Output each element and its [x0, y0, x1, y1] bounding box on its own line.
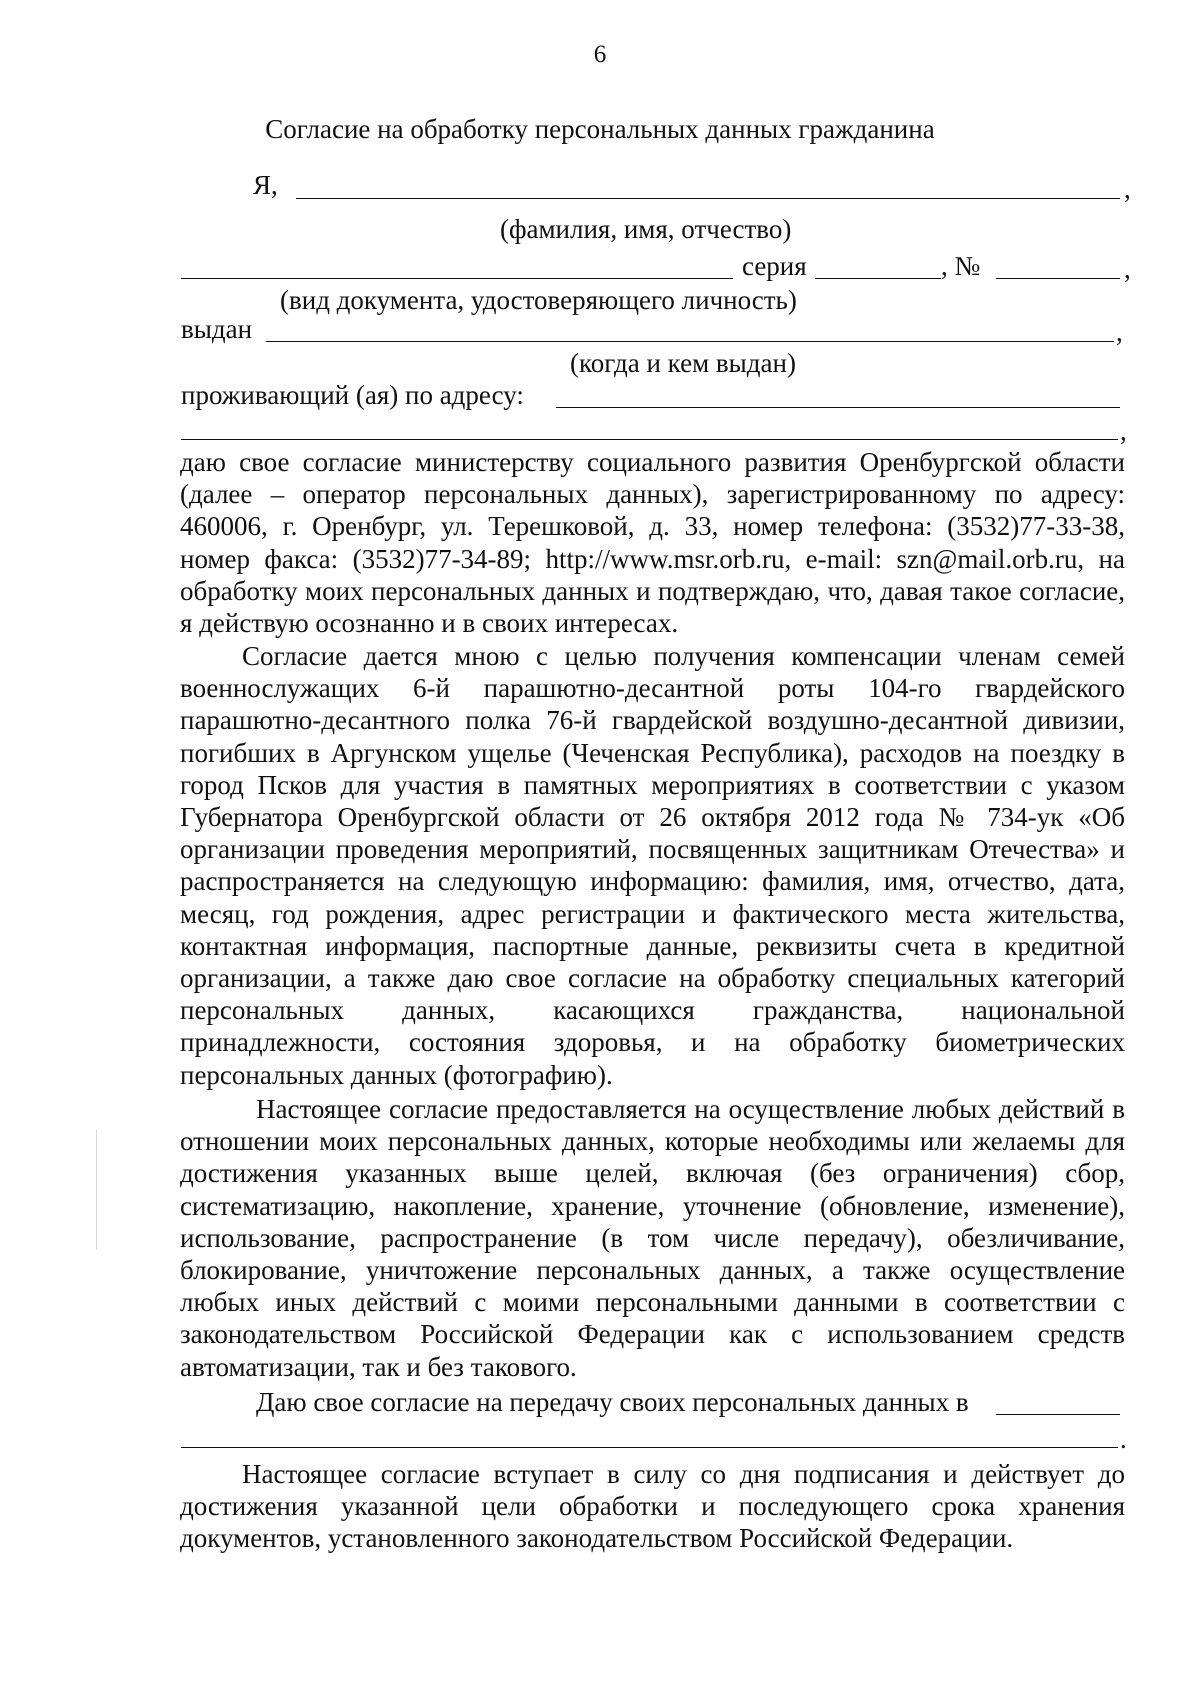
document-type-caption: (вид документа, удостоверяющего личность)	[280, 285, 797, 315]
consent-operator-paragraph: даю свое согласие министерству социального развития Оренбургской области (далее – оператор персональных данных), зарегистрированному по адресу: 460006, г. Оренбург, ул. Терешковой, д. 33, номер телефона: (3532)77-33-38, номер факса: (3532)77-34-89; http://www.msr.orb.ru, e-mail: szn@mail.orb.ru, на обработку моих персональных данных и подтверждаю, что, давая такое согласие, я действую осознанно и в своих интересах.	[180, 447, 1125, 639]
number-label: , №	[941, 251, 981, 281]
address-label: проживающий (ая) по адресу:	[181, 380, 524, 410]
address-field-line-1[interactable]	[556, 407, 1120, 408]
purpose-paragraph: Согласие дается мною с целью получения компенсации членам семей военнослужащих 6-й парашютно-десантной роты 104-го гвардейского парашютно-десантного полка 76-й гвардейской воздушно-десантной дивизии, погибших в Аргунском ущелье (Чеченская Республика), расходов на поездку в город Псков для участия в памятных мероприятиях в соответствии с указом Губернатора Оренбургской области от 26 октября 2012 года № 734-ук «Об организации проведения мероприятий, посвященных защитникам Отечества» и распространяется на следующую информацию: фамилия, имя, отчество, дата, месяц, год рождения, адрес регистрации и фактического места жительства, контактная информация, паспортные данные, реквизиты счета в кредитной организации, а также даю свое согласие на обработку специальных категорий персональных данных, касающихся гражданства, национальной принадлежности, состояния здоровья, и на обработку биометрических персональных данных (фотографию).	[180, 641, 1125, 1090]
issued-by-caption: (когда и кем выдан)	[570, 348, 796, 378]
name-comma: ,	[1124, 174, 1131, 204]
full-name-caption: (фамилия, имя, отчество)	[500, 214, 792, 244]
issued-comma: ,	[1116, 317, 1123, 347]
number-comma: ,	[1124, 254, 1131, 284]
issued-by-field[interactable]	[266, 341, 1114, 342]
document-type-field[interactable]	[181, 278, 733, 279]
address-field-line-2[interactable]	[181, 439, 1118, 440]
i-label: Я,	[253, 170, 278, 200]
validity-paragraph: Настоящее согласие вступает в силу со дня подписания и действует до достижения указанной цели обработки и последующего срока хранения документов, установленного законодательством Российской Федерации.	[180, 1459, 1125, 1554]
document-number-field[interactable]	[996, 278, 1120, 279]
actions-paragraph: Настоящее согласие предоставляется на осуществление любых действий в отношении моих персональных данных, которые необходимы или желаемы для достижения указанных выше целей, включая (без ограничения) сбор, систематизацию, накопление, хранение, уточнение (обновление, изменение), использование, распространение (в том числе передачу), обезличивание, блокирование, уничтожение персональных данных, а также осуществление любых иных действий с моими персональными данными в соответствии с законодательством Российской Федерации как с использованием средств автоматизации, так и без такового.	[180, 1094, 1125, 1382]
scan-margin-mark	[96, 1130, 97, 1250]
address-comma: ,	[1120, 416, 1127, 446]
issued-label: выдан	[181, 314, 253, 344]
transfer-period: .	[1120, 1424, 1127, 1454]
transfer-recipient-field-line-2[interactable]	[181, 1447, 1118, 1448]
series-field[interactable]	[815, 278, 941, 279]
page-number: 6	[593, 41, 607, 68]
full-name-field[interactable]	[296, 198, 1120, 199]
transfer-recipient-field-line-1[interactable]	[996, 1414, 1120, 1415]
transfer-text: Даю свое согласие на передачу своих персональных данных в	[256, 1387, 969, 1417]
document-title: Согласие на обработку персональных данных гражданина	[265, 114, 935, 144]
series-label: серия	[742, 251, 807, 281]
